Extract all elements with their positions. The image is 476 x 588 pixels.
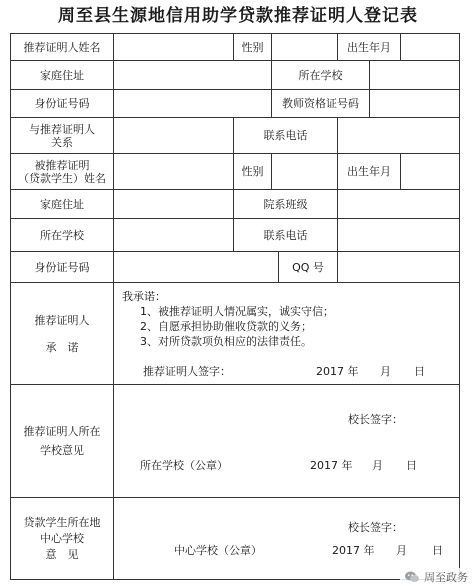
school-seal: 所在学校（公章） bbox=[140, 459, 228, 472]
phone2-label: 联系电话 bbox=[233, 218, 337, 251]
dept-class-label: 院系班级 bbox=[233, 189, 337, 218]
promise-intro: 我承诺： bbox=[122, 290, 166, 303]
watermark bbox=[400, 568, 472, 586]
id-number2-label: 身份证号码 bbox=[10, 251, 113, 282]
school-month: 月 bbox=[372, 459, 383, 472]
form-title: 周至县生源地信用助学贷款推荐证明人登记表 bbox=[58, 6, 418, 26]
recommended-label-line2: （贷款学生）姓名 bbox=[18, 171, 106, 185]
referrer-name-field[interactable] bbox=[113, 33, 233, 60]
id-number2-field[interactable] bbox=[113, 251, 278, 282]
promise-item-1: 1、被推荐证明人情况属实，诚实守信； bbox=[140, 305, 334, 318]
home-address-field[interactable] bbox=[113, 60, 271, 89]
relation-label bbox=[10, 117, 113, 153]
promise-item-3: 3、对所贷款项负相应的法律责任。 bbox=[140, 335, 312, 348]
school-opinion-label-line2: 学校意见 bbox=[40, 444, 84, 457]
center-month: 月 bbox=[396, 544, 407, 557]
birth-month2-field[interactable] bbox=[400, 153, 460, 189]
recommended-label-line1: 被推荐证明 bbox=[34, 158, 90, 172]
birth-month2-label: 出生年月 bbox=[337, 153, 400, 189]
promise-day: 日 bbox=[414, 365, 425, 378]
school-opinion-label-line1: 推荐证明人所在 bbox=[23, 425, 101, 438]
promise-label-line1: 推荐证明人 bbox=[34, 313, 90, 327]
gender-label: 性别 bbox=[233, 33, 271, 60]
center-opinion-label-line1: 贷款学生所在地 bbox=[23, 516, 101, 529]
school-year: 2017 年 bbox=[310, 459, 353, 472]
gender2-field[interactable] bbox=[271, 153, 337, 189]
phone2-field[interactable] bbox=[337, 218, 460, 251]
home-address2-field[interactable] bbox=[113, 189, 233, 218]
promise-sign-label: 推荐证明人签字： bbox=[143, 365, 231, 378]
school2-label: 所在学校 bbox=[10, 218, 113, 251]
promise-year: 2017 年 bbox=[316, 365, 359, 378]
center-seal: 中心学校（公章） bbox=[174, 544, 262, 557]
gender2-label: 性别 bbox=[233, 153, 271, 189]
birth-month-field[interactable] bbox=[400, 33, 460, 60]
relation-field[interactable] bbox=[113, 117, 233, 153]
school-label: 所在学校 bbox=[271, 60, 369, 89]
phone-field[interactable] bbox=[337, 117, 460, 153]
center-day: 日 bbox=[432, 544, 443, 557]
school-day: 日 bbox=[406, 459, 417, 472]
center-opinion-label-line3: 意 见 bbox=[45, 548, 79, 561]
qq-field[interactable] bbox=[337, 251, 460, 282]
promise-item-2: 2、自愿承担协助催收贷款的义务； bbox=[140, 320, 312, 333]
watermark-text: 周至政务 bbox=[424, 571, 468, 584]
id-number-field[interactable] bbox=[113, 89, 271, 117]
school2-field[interactable] bbox=[113, 218, 233, 251]
promise-label-line2: 承 诺 bbox=[45, 340, 79, 354]
teacher-cert-field[interactable] bbox=[369, 89, 460, 117]
teacher-cert-label: 教师资格证号码 bbox=[271, 89, 369, 117]
center-principal-sign: 校长签字： bbox=[348, 521, 403, 534]
center-year: 2017 年 bbox=[332, 544, 375, 557]
relation-label-line1: 与推荐证明人 bbox=[29, 122, 95, 136]
birth-month-label: 出生年月 bbox=[337, 33, 400, 60]
qq-label: QQ 号 bbox=[278, 251, 337, 282]
school-field[interactable] bbox=[369, 60, 460, 89]
home-address-label: 家庭住址 bbox=[10, 60, 113, 89]
center-opinion-label bbox=[10, 497, 113, 580]
phone-label: 联系电话 bbox=[233, 117, 337, 153]
gender-field[interactable] bbox=[271, 33, 337, 60]
home-address2-label: 家庭住址 bbox=[10, 189, 113, 218]
school-opinion-label bbox=[10, 384, 113, 497]
referrer-name-label: 推荐证明人姓名 bbox=[10, 33, 113, 60]
promise-label bbox=[10, 282, 113, 384]
wechat-icon bbox=[404, 569, 420, 585]
school-principal-sign: 校长签字： bbox=[348, 413, 403, 426]
promise-month: 月 bbox=[380, 365, 391, 378]
center-opinion-label-line2: 中心学校 bbox=[40, 532, 84, 545]
recommended-name-field[interactable] bbox=[113, 153, 233, 189]
recommended-name-label bbox=[10, 153, 113, 189]
dept-class-field[interactable] bbox=[337, 189, 460, 218]
id-number-label: 身份证号码 bbox=[10, 89, 113, 117]
school-opinion-content[interactable] bbox=[113, 384, 460, 497]
relation-label-line2: 关系 bbox=[51, 135, 73, 149]
